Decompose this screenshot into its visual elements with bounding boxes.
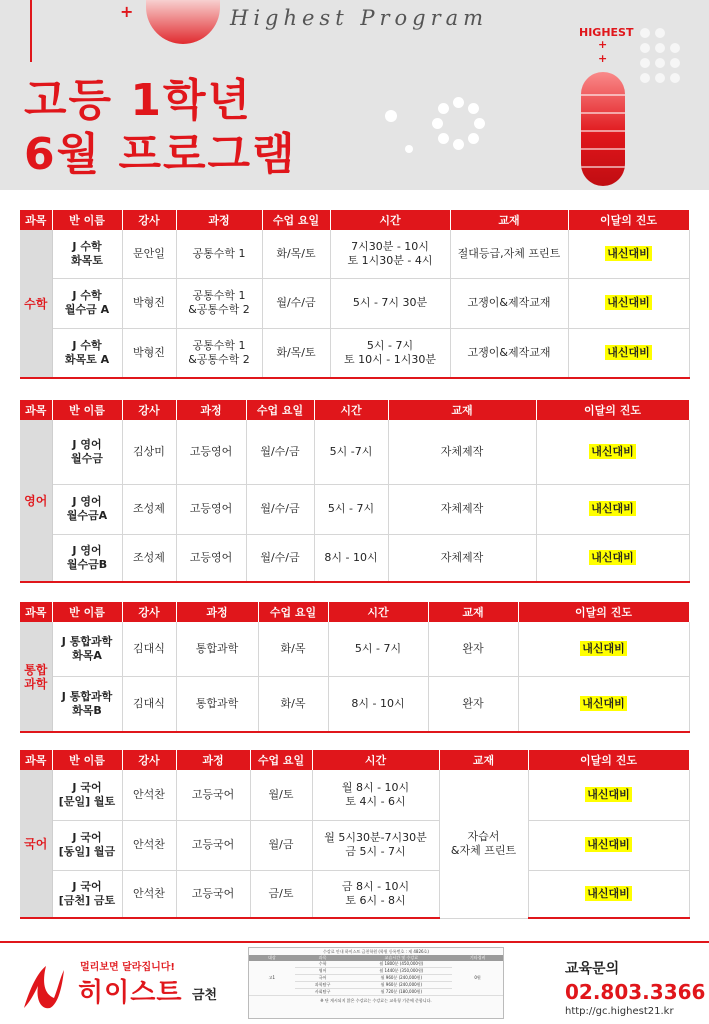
col-book: 교재 xyxy=(450,210,568,230)
col-class: 반 이름 xyxy=(52,400,122,420)
progress xyxy=(568,230,689,278)
col-progress: 이달의 진도 xyxy=(568,210,689,230)
plus-icon: + xyxy=(598,52,608,65)
progress xyxy=(536,420,689,484)
time: 금 8시 - 10시 토 6시 - 8시 xyxy=(312,870,439,918)
progress xyxy=(536,484,689,534)
course: 고등국어 xyxy=(176,770,250,820)
contact-label: 교육문의 xyxy=(565,961,620,977)
progress-highlight: 내신대비 xyxy=(591,502,634,515)
class-name: J 국어 [문일] 월토 xyxy=(52,770,122,820)
table-row xyxy=(20,278,689,328)
subject-cell: 수학 xyxy=(20,230,52,378)
col-teacher: 강사 xyxy=(122,210,176,230)
fee-row: 사회탐구 월 720분 (180,000원) xyxy=(249,989,503,996)
col-subject: 과목 xyxy=(20,400,52,420)
subject-cell: 국어 xyxy=(20,770,52,918)
fee-note: ※ 단 게시되지 않은 수강료는 수강료는 교육청 기준에 준합니다. xyxy=(320,998,432,1003)
days: 월/수/금 xyxy=(246,420,314,484)
teacher: 박형진 xyxy=(122,278,176,328)
course: 고등영어 xyxy=(176,534,246,582)
textbook: 자습서 &자체 프린트 xyxy=(439,770,528,918)
fee-title: 수강료 안내 하이스트 금천학원 (학원 등록번호 : 제 4826호) xyxy=(323,949,429,954)
days: 월/금 xyxy=(250,820,312,870)
col-course: 과정 xyxy=(176,602,258,622)
progress-highlight: 내신대비 xyxy=(607,296,650,309)
col-teacher: 강사 xyxy=(122,602,176,622)
table-row xyxy=(20,676,689,732)
days: 금/토 xyxy=(250,870,312,918)
col-time: 시간 xyxy=(314,400,388,420)
decor-line xyxy=(30,0,32,62)
decor-dot xyxy=(405,145,413,153)
class-name: J 국어 [동일] 월금 xyxy=(52,820,122,870)
col-subject: 과목 xyxy=(20,602,52,622)
days: 화/목 xyxy=(258,622,328,676)
col-days: 수업 요일 xyxy=(250,750,312,770)
time: 5시 - 7시 xyxy=(314,484,388,534)
col-class: 반 이름 xyxy=(52,210,122,230)
teacher: 안석찬 xyxy=(122,870,176,918)
logo-brand: 히이스트 xyxy=(78,978,183,1008)
progress-highlight: 내신대비 xyxy=(587,787,630,801)
fee-col: 교습시간 및 수강료 xyxy=(351,955,453,961)
days: 월/수/금 xyxy=(246,534,314,582)
fee-row: 고1 수학 월 1800분 (450,000원) 0원 xyxy=(249,961,503,968)
class-name: J 통합과학 화목B xyxy=(52,676,122,732)
course: 통합과학 xyxy=(176,622,258,676)
table-header-row xyxy=(20,210,689,230)
col-course: 과정 xyxy=(176,400,246,420)
table-header-row xyxy=(20,400,689,420)
fee-row: 영어 월 1440분 (350,000원) xyxy=(249,968,503,975)
time: 5시 - 7시 xyxy=(328,622,428,676)
decor-capsule xyxy=(581,72,625,186)
brand-label: HIGHEST xyxy=(579,26,634,39)
progress xyxy=(518,622,689,676)
progress xyxy=(528,770,689,820)
textbook: 고쟁이&제작교재 xyxy=(450,278,568,328)
progress-highlight: 내신대비 xyxy=(582,696,625,710)
col-book: 교재 xyxy=(388,400,536,420)
time: 8시 - 10시 xyxy=(314,534,388,582)
table-row xyxy=(20,534,689,582)
col-subject: 과목 xyxy=(20,210,52,230)
textbook: 완자 xyxy=(428,676,518,732)
col-book: 교재 xyxy=(439,750,528,770)
decor-sphere xyxy=(146,0,220,44)
col-progress: 이달의 진도 xyxy=(518,602,689,622)
progress xyxy=(528,820,689,870)
course: 고등국어 xyxy=(176,870,250,918)
progress xyxy=(536,534,689,582)
fee-row: 과학탐구 월 960분 (240,000원) xyxy=(249,982,503,989)
textbook: 완자 xyxy=(428,622,518,676)
table-row xyxy=(20,622,689,676)
table-row xyxy=(20,420,689,484)
progress-highlight: 내신대비 xyxy=(591,444,634,458)
col-time: 시간 xyxy=(330,210,450,230)
header-banner xyxy=(0,0,709,190)
col-days: 수업 요일 xyxy=(246,400,314,420)
time: 월 8시 - 10시 토 4시 - 6시 xyxy=(312,770,439,820)
time: 7시30분 - 10시 토 1시30분 - 4시 xyxy=(330,230,450,278)
time: 5시 - 7시 30분 xyxy=(330,278,450,328)
page-title-line1: 고등 1학년 xyxy=(24,75,252,126)
table-row xyxy=(20,770,689,820)
fee-row: 국어 월 960분 (240,000원) xyxy=(249,975,503,982)
table-header-row xyxy=(20,750,689,770)
fee-extra: 0원 xyxy=(452,961,503,996)
fee-col: 기타경비 xyxy=(452,955,503,961)
tuition-fee-table xyxy=(248,947,504,1019)
col-time: 시간 xyxy=(328,602,428,622)
progress xyxy=(528,870,689,918)
col-teacher: 강사 xyxy=(122,750,176,770)
col-progress: 이달의 진도 xyxy=(528,750,689,770)
col-days: 수업 요일 xyxy=(258,602,328,622)
days: 화/목/토 xyxy=(262,328,330,378)
course: 고등국어 xyxy=(176,820,250,870)
progress xyxy=(568,278,689,328)
progress-highlight: 내신대비 xyxy=(591,550,634,564)
fee-col: 과목 xyxy=(295,955,351,961)
col-time: 시간 xyxy=(312,750,439,770)
col-class: 반 이름 xyxy=(52,602,122,622)
contact-block xyxy=(565,958,705,1017)
class-name: J 국어 [금천] 금토 xyxy=(52,870,122,918)
course: 공통수학 1 &공통수학 2 xyxy=(176,278,262,328)
teacher: 김대식 xyxy=(122,622,176,676)
script-title: Highest Program xyxy=(230,6,489,30)
course: 공통수학 1 &공통수학 2 xyxy=(176,328,262,378)
class-name: J 통합과학 화목A xyxy=(52,622,122,676)
textbook: 절대등급,자체 프린트 xyxy=(450,230,568,278)
textbook: 자체제작 xyxy=(388,484,536,534)
course: 고등영어 xyxy=(176,484,246,534)
col-class: 반 이름 xyxy=(52,750,122,770)
logo-slogan: 멀리보면 달라집니다! xyxy=(80,962,175,973)
teacher: 김상미 xyxy=(122,420,176,484)
days: 화/목/토 xyxy=(262,230,330,278)
teacher: 박형진 xyxy=(122,328,176,378)
logo-branch: 금천 xyxy=(192,988,218,1003)
progress-highlight: 내신대비 xyxy=(587,886,630,900)
class-name: J 수학 월수금 A xyxy=(52,278,122,328)
progress-highlight: 내신대비 xyxy=(587,838,630,851)
days: 월/수/금 xyxy=(246,484,314,534)
teacher: 안석찬 xyxy=(122,770,176,820)
course: 공통수학 1 xyxy=(176,230,262,278)
plus-icon: + xyxy=(120,2,134,21)
science-schedule-table xyxy=(20,602,690,733)
progress xyxy=(568,328,689,378)
class-name: J 영어 월수금A xyxy=(52,484,122,534)
english-schedule-table xyxy=(20,400,690,583)
subject-cell: 영어 xyxy=(20,420,52,582)
page-title-line2: 6월 프로그램 xyxy=(24,129,297,180)
col-subject: 과목 xyxy=(20,750,52,770)
col-course: 과정 xyxy=(176,750,250,770)
col-progress: 이달의 진도 xyxy=(536,400,689,420)
class-name: J 영어 월수금B xyxy=(52,534,122,582)
col-course: 과정 xyxy=(176,210,262,230)
footer-divider xyxy=(0,941,709,943)
teacher: 조성제 xyxy=(122,534,176,582)
textbook: 고쟁이&제작교재 xyxy=(450,328,568,378)
course: 고등영어 xyxy=(176,420,246,484)
col-days: 수업 요일 xyxy=(262,210,330,230)
days: 월/수/금 xyxy=(262,278,330,328)
days: 월/토 xyxy=(250,770,312,820)
academy-logo xyxy=(20,948,260,1018)
website-link[interactable]: http://gc.highest21.kr xyxy=(565,1006,674,1017)
teacher: 문안일 xyxy=(122,230,176,278)
progress xyxy=(518,676,689,732)
fee-col: 대상 xyxy=(249,955,295,961)
table-header-row xyxy=(20,602,689,622)
time: 월 5시30분-7시30분 금 5시 - 7시 xyxy=(312,820,439,870)
time: 5시 - 7시 토 10시 - 1시30분 xyxy=(330,328,450,378)
time: 5시 -7시 xyxy=(314,420,388,484)
teacher: 안석찬 xyxy=(122,820,176,870)
progress-highlight: 내신대비 xyxy=(582,641,625,655)
math-schedule-table xyxy=(20,210,690,379)
days: 화/목 xyxy=(258,676,328,732)
table-row xyxy=(20,870,689,918)
swoosh-logo-icon xyxy=(20,958,68,1014)
col-teacher: 강사 xyxy=(122,400,176,420)
decor-dot xyxy=(385,110,397,122)
textbook: 자체제작 xyxy=(388,420,536,484)
subject-cell: 통합 과학 xyxy=(20,622,52,732)
class-name: J 수학 화목토 xyxy=(52,230,122,278)
teacher: 김대식 xyxy=(122,676,176,732)
table-row xyxy=(20,328,689,378)
table-row xyxy=(20,820,689,870)
phone-number[interactable]: 02.803.3366 xyxy=(565,980,706,1004)
textbook: 자체제작 xyxy=(388,534,536,582)
time: 8시 - 10시 xyxy=(328,676,428,732)
col-book: 교재 xyxy=(428,602,518,622)
plus-icon: + xyxy=(598,38,608,51)
course: 통합과학 xyxy=(176,676,258,732)
progress-highlight: 내신대비 xyxy=(607,246,650,260)
table-row xyxy=(20,230,689,278)
fee-grade: 고1 xyxy=(249,961,295,996)
class-name: J 수학 화목토 A xyxy=(52,328,122,378)
class-name: J 영어 월수금 xyxy=(52,420,122,484)
progress-highlight: 내신대비 xyxy=(607,345,650,359)
table-row xyxy=(20,484,689,534)
teacher: 조성제 xyxy=(122,484,176,534)
korean-schedule-table xyxy=(20,750,690,919)
